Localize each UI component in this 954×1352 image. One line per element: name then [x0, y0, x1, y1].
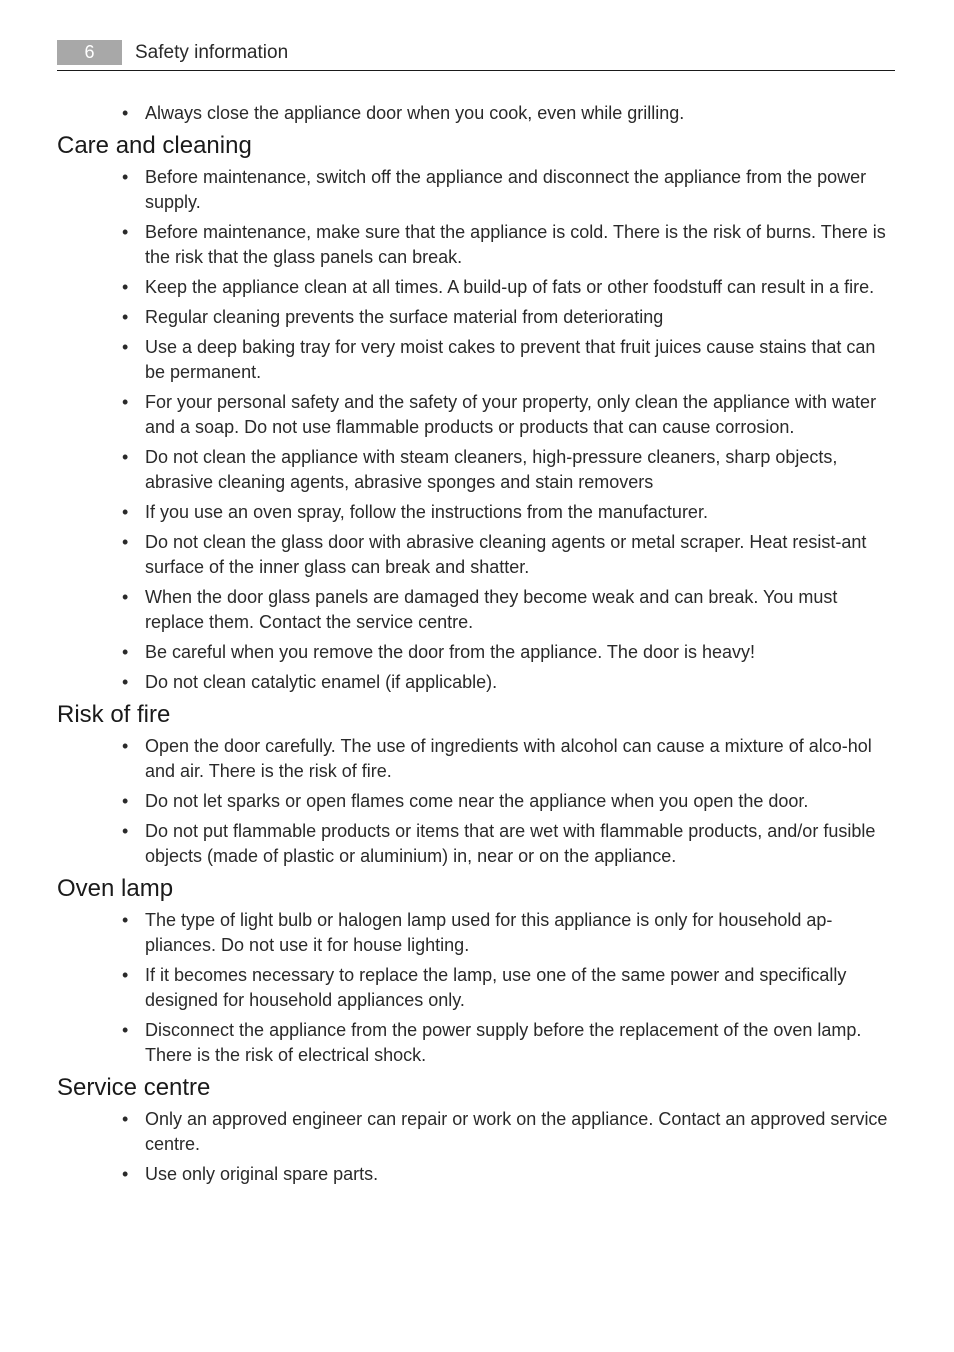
bullet-icon: • — [122, 1164, 129, 1184]
list-item-text: Regular cleaning prevents the surface material from deteriorating — [145, 307, 664, 327]
section-title: Safety information — [135, 42, 289, 63]
list-item — [57, 445, 895, 495]
bullet-icon: • — [122, 821, 129, 841]
heading-risk-of-fire: Risk of fire — [57, 701, 171, 728]
bullet-icon: • — [122, 1020, 129, 1040]
page-content — [57, 101, 895, 1192]
list-item-text: For your personal safety and the safety of your property, only clean the appliance with water and a soap. Do not use flammable products or products that can cause corrosion. — [145, 392, 877, 437]
list-item — [57, 220, 895, 270]
list-item — [57, 908, 895, 958]
list-item-text: Do not clean catalytic enamel (if applicable). — [145, 672, 498, 692]
bullet-icon: • — [122, 337, 129, 357]
page-header — [57, 40, 895, 71]
intro-list — [57, 101, 895, 126]
list-item-text: If it becomes necessary to replace the lamp, use one of the same power and specifically designed for household appliances only. — [145, 965, 847, 1010]
list-item — [57, 390, 895, 440]
list-item-text: Be careful when you remove the door from the appliance. The door is heavy! — [145, 642, 756, 662]
list-item — [57, 165, 895, 215]
heading-service-centre: Service centre — [57, 1074, 211, 1101]
list-item-text: Disconnect the appliance from the power supply before the replacement of the oven lamp. There is the risk of electrical shock. — [145, 1020, 862, 1065]
bullet-icon: • — [122, 277, 129, 297]
lamp-list — [57, 908, 895, 1068]
list-item-text: Use only original spare parts. — [145, 1164, 379, 1184]
bullet-icon: • — [122, 307, 129, 327]
list-item-text: Before maintenance, make sure that the appliance is cold. There is the risk of burns. There is the risk that the glass panels can break. — [145, 222, 886, 267]
list-item — [57, 1018, 895, 1068]
list-item-text: Keep the appliance clean at all times. A build-up of fats or other foodstuff can result in a fire. — [145, 277, 875, 297]
bullet-icon: • — [122, 791, 129, 811]
list-item-text: Do not clean the glass door with abrasive cleaning agents or metal scraper. Heat resist-ant surface of the inner glass can break and shatter. — [145, 532, 867, 577]
list-item — [57, 1162, 895, 1187]
list-item — [57, 670, 895, 695]
list-item-text: Use a deep baking tray for very moist cakes to prevent that fruit juices cause stains that can be permanent. — [145, 337, 876, 382]
bullet-icon: • — [122, 965, 129, 985]
bullet-icon: • — [122, 532, 129, 552]
bullet-icon: • — [122, 392, 129, 412]
list-item-text: Do not clean the appliance with steam cleaners, high-pressure cleaners, sharp objects, abrasive cleaning agents, abrasive sponges and stain removers — [145, 447, 838, 492]
list-item-text: Do not let sparks or open flames come near the appliance when you open the door. — [145, 791, 809, 811]
bullet-icon: • — [122, 910, 129, 930]
list-item — [57, 963, 895, 1013]
list-item — [57, 789, 895, 814]
list-item — [57, 275, 895, 300]
list-item-text: Always close the appliance door when you cook, even while grilling. — [145, 103, 685, 123]
list-item — [57, 585, 895, 635]
list-item-text: When the door glass panels are damaged they become weak and can break. You must replace them. Contact the service centre. — [145, 587, 838, 632]
list-item-text: If you use an oven spray, follow the instructions from the manufacturer. — [145, 502, 708, 522]
fire-list — [57, 734, 895, 869]
bullet-icon: • — [122, 642, 129, 662]
list-item-text: Before maintenance, switch off the appliance and disconnect the appliance from the power supply. — [145, 167, 867, 212]
bullet-icon: • — [122, 222, 129, 242]
heading-oven-lamp: Oven lamp — [57, 875, 174, 902]
bullet-icon: • — [122, 447, 129, 467]
list-item-text: Do not put flammable products or items that are wet with flammable products, and/or fusible objects (made of plastic or aluminium) in, near or on the appliance. — [145, 821, 876, 866]
list-item — [57, 1107, 895, 1157]
bullet-icon: • — [122, 736, 129, 756]
list-item-text: Only an approved engineer can repair or work on the appliance. Contact an approved service centre. — [145, 1109, 888, 1154]
bullet-icon: • — [122, 103, 129, 123]
care-list — [57, 165, 895, 695]
bullet-icon: • — [122, 587, 129, 607]
list-item — [57, 640, 895, 665]
list-item — [57, 101, 895, 126]
list-item-text: Open the door carefully. The use of ingredients with alcohol can cause a mixture of alco-hol and air. There is the risk of fire. — [145, 736, 872, 781]
list-item — [57, 530, 895, 580]
list-item-text: The type of light bulb or halogen lamp used for this appliance is only for household ap-pliances. Do not use it for house lighting. — [145, 910, 833, 955]
bullet-icon: • — [122, 502, 129, 522]
heading-care-and-cleaning: Care and cleaning — [57, 132, 252, 159]
service-list — [57, 1107, 895, 1187]
bullet-icon: • — [122, 1109, 129, 1129]
list-item — [57, 819, 895, 869]
bullet-icon: • — [122, 672, 129, 692]
list-item — [57, 734, 895, 784]
bullet-icon: • — [122, 167, 129, 187]
page-number: 6 — [57, 40, 122, 65]
list-item — [57, 335, 895, 385]
list-item — [57, 305, 895, 330]
list-item — [57, 500, 895, 525]
